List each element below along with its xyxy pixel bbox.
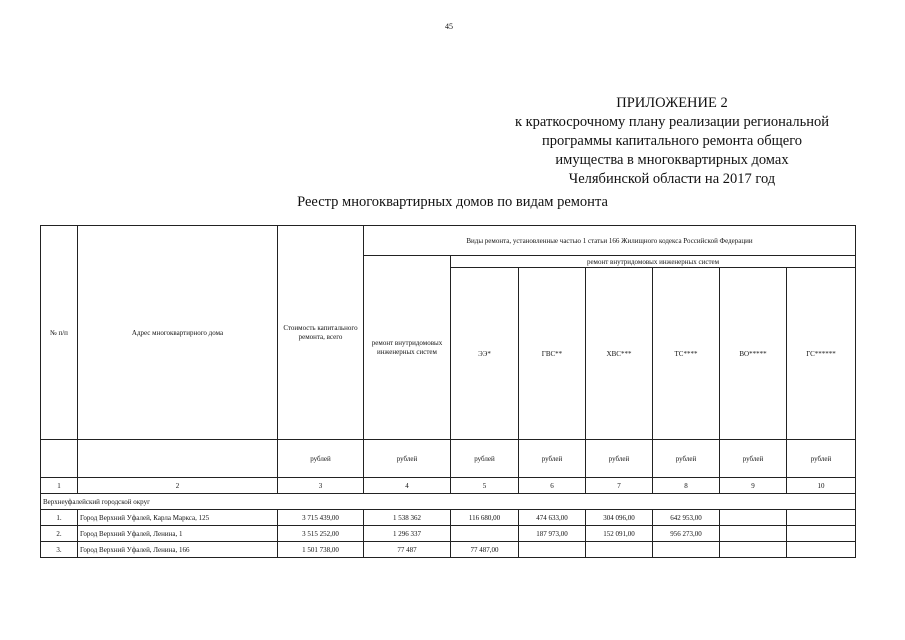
row-num: 1.: [41, 510, 78, 526]
row-ee: 116 680,00: [451, 510, 519, 526]
header-ee: ЭЭ*: [451, 268, 519, 440]
page-number: 45: [445, 22, 453, 31]
unit-row: [41, 440, 856, 478]
header-address: Адрес многоквартирного дома: [78, 226, 278, 440]
row-hvs: [586, 542, 653, 558]
row-vo: [720, 526, 787, 542]
header-internal-repair: ремонт внутридомовых инженерных систем: [364, 256, 451, 440]
column-number-row: [41, 478, 856, 494]
row-hvs: 152 091,00: [586, 526, 653, 542]
unit-cell: рублей: [278, 440, 364, 478]
header-internal-systems: ремонт внутридомовых инженерных систем: [451, 256, 856, 268]
row-ee: 77 487,00: [451, 542, 519, 558]
column-number: 1: [41, 478, 78, 494]
appendix-line: к краткосрочному плану реализации региональной: [514, 114, 830, 130]
row-gs: [787, 510, 856, 526]
district-row: [41, 494, 856, 510]
unit-cell: рублей: [586, 440, 653, 478]
header-num: № п/п: [41, 226, 78, 440]
unit-cell: рублей: [653, 440, 720, 478]
appendix-line: ПРИЛОЖЕНИЕ 2: [616, 95, 728, 111]
row-internal: 77 487: [364, 542, 451, 558]
district-name: Верхнеуфалейский городской округ: [41, 494, 856, 510]
column-number: 5: [451, 478, 519, 494]
row-internal: 1 538 362: [364, 510, 451, 526]
column-number: 7: [586, 478, 653, 494]
row-address: Город Верхний Уфалей, Ленина, 1: [78, 526, 278, 542]
column-number: 6: [519, 478, 586, 494]
row-ts: 956 273,00: [653, 526, 720, 542]
row-gvs: 474 633,00: [519, 510, 586, 526]
unit-cell: рублей: [364, 440, 451, 478]
row-gs: [787, 526, 856, 542]
column-number: 3: [278, 478, 364, 494]
unit-cell: рублей: [720, 440, 787, 478]
row-cost: 1 501 738,00: [278, 542, 364, 558]
row-ts: 642 953,00: [653, 510, 720, 526]
header-row-types: [41, 226, 856, 256]
appendix-line: Челябинской области на 2017 год: [568, 171, 776, 187]
row-address: Город Верхний Уфалей, Карла Маркса, 125: [78, 510, 278, 526]
header-hvs: ХВС***: [586, 268, 653, 440]
unit-cell: [41, 440, 78, 478]
row-vo: [720, 542, 787, 558]
row-cost: 3 715 439,00: [278, 510, 364, 526]
table-row: [41, 542, 856, 558]
registry-table: [40, 225, 856, 558]
header-vo: ВО*****: [720, 268, 787, 440]
unit-cell: [78, 440, 278, 478]
header-cost: Стоимость капитального ремонта, всего: [278, 226, 364, 440]
unit-cell: рублей: [451, 440, 519, 478]
row-gs: [787, 542, 856, 558]
column-number: 4: [364, 478, 451, 494]
row-address: Город Верхний Уфалей, Ленина, 166: [78, 542, 278, 558]
registry-title: Реестр многоквартирных домов по видам ремонта: [297, 194, 608, 210]
row-internal: 1 296 337: [364, 526, 451, 542]
table-row: [41, 510, 856, 526]
table-row: [41, 526, 856, 542]
row-num: 3.: [41, 542, 78, 558]
appendix-line: имущества в многоквартирных домах: [555, 152, 789, 168]
row-gvs: 187 973,00: [519, 526, 586, 542]
header-gvs: ГВС**: [519, 268, 586, 440]
row-vo: [720, 510, 787, 526]
column-number: 9: [720, 478, 787, 494]
row-gvs: [519, 542, 586, 558]
row-ts: [653, 542, 720, 558]
row-cost: 3 515 252,00: [278, 526, 364, 542]
column-number: 10: [787, 478, 856, 494]
header-ts: ТС****: [653, 268, 720, 440]
unit-cell: рублей: [519, 440, 586, 478]
unit-cell: рублей: [787, 440, 856, 478]
appendix-heading: [492, 94, 852, 189]
header-gs: ГС******: [787, 268, 856, 440]
appendix-line: программы капитального ремонта общего: [541, 133, 803, 149]
row-num: 2.: [41, 526, 78, 542]
row-hvs: 304 096,00: [586, 510, 653, 526]
column-number: 8: [653, 478, 720, 494]
header-repair-types: Виды ремонта, установленные частью 1 статьи 166 Жилищного кодекса Российской Федерации: [364, 226, 856, 256]
column-number: 2: [78, 478, 278, 494]
row-ee: [451, 526, 519, 542]
